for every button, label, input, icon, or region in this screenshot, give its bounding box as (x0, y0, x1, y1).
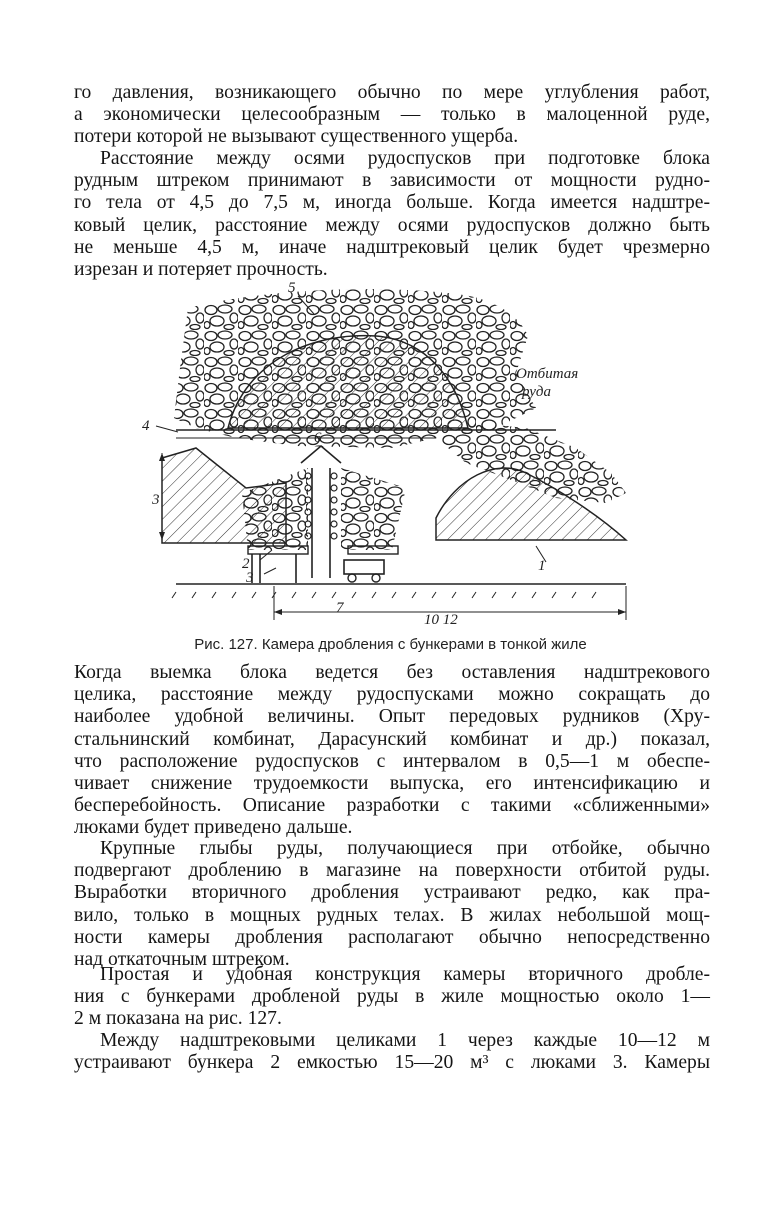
text-line: над откаточным штреком. (74, 949, 290, 971)
paragraph-6 (74, 1030, 710, 1074)
dimension-label-span: 10 12 (424, 612, 458, 624)
text-line: изрезан и потеряет прочность. (74, 259, 328, 281)
text-line: Простая и удобная конструкция камеры вторичного дробле- (100, 964, 710, 985)
text-line: Когда выемка блока ведется без оставления надштрекового (74, 662, 710, 683)
figure-label-6: 6 (314, 430, 322, 446)
figure-label-1: 1 (538, 558, 546, 574)
figure-label-5: 5 (288, 280, 296, 296)
figure-label-2: 2 (242, 556, 250, 572)
text-line: а экономически целесообразным — только в малоценной руде, (74, 104, 710, 126)
paragraph-1 (74, 82, 710, 149)
figure-label-broken-ore-2: руда (522, 384, 552, 400)
ore-car (344, 560, 384, 582)
text-line: наиболее удобной величины. Опыт передовых рудников (Хру- (74, 706, 710, 728)
paragraph-2 (74, 148, 710, 281)
text-line: го давления, возникающего обычно по мере углубления работ, (74, 82, 710, 103)
text-line: вило, только в мощных рудных телах. В жилах небольшой мощ- (74, 904, 710, 926)
bunker-left (242, 468, 308, 583)
text-line: что расположение рудоспусков с интервалом в 0,5—1 м обеспе- (74, 750, 710, 772)
text-line: бесперебойность. Описание разработки с такими «сближенными» (74, 795, 710, 817)
text-line: Выработки вторичного дробления устраивают редко, как пра- (74, 882, 710, 904)
figure-label-3: 3 (246, 570, 254, 586)
text-line: потери которой не вызывают существенного ущерба. (74, 126, 519, 148)
text-line: го тела от 4,5 до 7,5 м, иногда больше. Когда имеется надштре- (74, 192, 710, 214)
text-line: 2 м показана на рис. 127. (74, 1008, 282, 1030)
text-line: ковый целик, расстояние между осями рудоспусков должно быть (74, 214, 710, 236)
text-line: люками будет приведено дальше. (74, 817, 353, 839)
text-line: ния с бункерами дробленой руды в жиле мощностью около 1— (74, 986, 710, 1008)
bunker-right (341, 468, 406, 554)
text-line: ности камеры дробления располагают обычно непосредственно (74, 926, 710, 948)
text-line: рудным штреком принимают в зависимости от мощности рудно- (74, 170, 710, 192)
text-line: Между надштрековыми целиками 1 через каждые 10—12 м (100, 1030, 710, 1051)
text-line: Крупные глыбы руды, получающиеся при отбойке, обычно (100, 838, 710, 859)
figure-label-4: 4 (142, 418, 150, 434)
text-line: чивает снижение трудоемкости выпуска, его интенсификацию и (74, 773, 710, 795)
figure-caption: Рис. 127. Камера дробления с бункерами в тонкой жиле (194, 636, 587, 653)
text-line: Расстояние между осями рудоспусков при подготовке блока (100, 148, 710, 169)
paragraph-5 (74, 964, 710, 1031)
text-line: стальнинский комбинат, Дарасунский комбинат и др.) показал, (74, 728, 710, 750)
text-line: устраивают бункера 2 емкостью 15—20 м³ с люками 3. Камеры (74, 1052, 710, 1074)
figure-127 (136, 278, 656, 624)
figure-label-broken-ore: Отбитая (516, 366, 579, 382)
paragraph-3 (74, 662, 710, 840)
figure-label-7: 7 (336, 600, 344, 616)
paragraph-4 (74, 838, 710, 971)
text-line: не меньше 4,5 м, иначе надштрековый целик будет чрезмерно (74, 236, 710, 258)
text-line: подвергают дроблению в магазине на поверхности отбитой руды. (74, 860, 710, 882)
text-line: целика, расстояние между рудоспусками можно сокращать до (74, 684, 710, 706)
dimension-label-height: 3 (152, 492, 160, 508)
